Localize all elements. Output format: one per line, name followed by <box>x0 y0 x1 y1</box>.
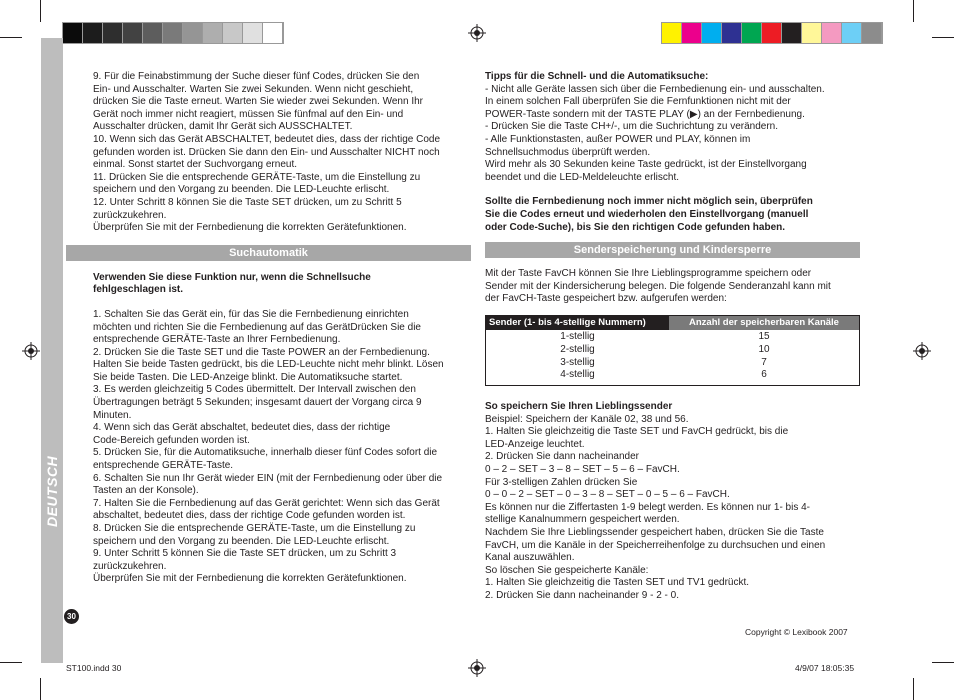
text-line: Beispiel: Speichern der Kanäle 02, 38 und 56. <box>485 413 689 425</box>
table-cell-sender: 3-stellig <box>560 356 595 368</box>
text-line: 4. Wenn sich das Gerät abschaltet, bedeutet dies, dass der richtige <box>93 422 391 434</box>
text-line: 5. Drücken Sie, für die Automatiksuche, innerhalb dieser fünf Codes sofort die <box>93 447 438 459</box>
text-line: 2. Drücken Sie die Taste SET und die Taste POWER an der Fernbedienung. <box>93 346 430 358</box>
text-line: Halten Sie beide Tasten gedrückt, bis die LED-Leuchte nicht mehr blinkt. Lösen <box>93 359 444 371</box>
text-line: entsprechende GERÄTE-Taste. <box>93 460 234 472</box>
text-line: Schnellsuchmodus überprüft werden. <box>485 146 651 158</box>
text-line: 12. Unter Schritt 8 können Sie die Taste SET drücken, um zu Schritt 5 <box>93 196 402 208</box>
text-line: zurückzukehren. <box>93 209 167 221</box>
text-line: Nachdem Sie Ihre Lieblingssender gespeichert haben, drücken Sie die Taste <box>485 527 824 539</box>
text-line: drücken Sie die Taste erneut. Warten Sie wieder zwei Sekunden. Wenn Ihr <box>93 96 423 108</box>
text-line: Kanal auszuwählen. <box>485 552 575 564</box>
process-swatch <box>802 23 822 43</box>
text-line: Sie beide Tasten. Die LED-Anzeige blinkt. Die Automatiksuche startet. <box>93 371 403 383</box>
grayscale-swatch <box>83 23 103 43</box>
crop-mark <box>40 0 41 22</box>
process-swatch <box>702 23 722 43</box>
grayscale-swatch <box>63 23 83 43</box>
process-swatch <box>762 23 782 43</box>
text-line: speichern und den Vorgang zu beenden. Die LED-Leuchte erlischt. <box>93 184 390 196</box>
text-line: 8. Drücken Sie die entsprechende GERÄTE-Taste, um die Einstellung zu <box>93 523 416 534</box>
process-swatch <box>682 23 702 43</box>
channel-table <box>485 315 860 386</box>
crop-mark <box>913 0 914 22</box>
grayscale-swatch <box>223 23 243 43</box>
process-swatch <box>662 23 682 43</box>
text-line: Verwenden Sie diese Funktion nur, wenn die Schnellsuche <box>93 271 371 283</box>
table-cell-sender: 1-stellig <box>560 330 595 342</box>
text-line: 1. Schalten Sie das Gerät ein, für das Sie die Fernbedienung einrichten <box>93 308 409 320</box>
text-line: Mit der Taste FavCH können Sie Ihre Lieblingsprogramme speichern oder <box>485 268 812 280</box>
text-line: Überprüfen Sie mit der Fernbedienung die korrekten Gerätefunktionen. <box>93 222 407 234</box>
text-line: Ein- und Ausschalter. Warten Sie zwei Sekunden. Wenn nicht geschieht, <box>93 83 414 95</box>
text-line: Gerät noch immer nicht reagiert, müssen Sie fünfmal auf den Ein- und <box>93 108 404 120</box>
text-line: - Drücken Sie die Taste CH+/-, um die Suchrichtung zu verändern. <box>485 121 779 133</box>
text-line: Code-Bereich gefunden worden ist. <box>93 434 250 446</box>
tips-title: Tipps für die Schnell- und die Automatiksuche: <box>485 71 709 82</box>
table-cell-anzahl: 15 <box>758 330 770 342</box>
text-line: 2. Drücken Sie dann nacheinander <box>485 451 639 463</box>
date-slug: 4/9/07 18:05:35 <box>795 663 855 673</box>
text-line: Sie die Codes erneut und wiederholen den Einstellvorgang (manuell <box>485 208 809 220</box>
table-cell-anzahl: 10 <box>758 343 770 355</box>
table-cell-sender: 2-stellig <box>560 343 595 355</box>
table-cell-sender: 4-stellig <box>560 369 595 381</box>
text-line: 2. Drücken Sie dann nacheinander 9 - 2 - 0. <box>485 590 680 601</box>
crop-mark <box>40 678 41 700</box>
right-column <box>485 71 865 603</box>
text-line: einmal. Sonst startet der Suchvorgang erneut. <box>93 159 298 171</box>
crop-mark <box>913 678 914 700</box>
text-line: zurückzukehren. <box>93 560 167 572</box>
text-line: beendet und die LED-Meldeleuchte erlischt. <box>485 171 680 183</box>
text-line: 0 – 0 – 2 – SET – 0 – 3 – 8 – SET – 0 – 5 – 6 – FavCH. <box>485 489 730 501</box>
grayscale-swatch <box>143 23 163 43</box>
text-line: POWER-Taste sondern mit der TASTE PLAY (▶) an der Fernbedienung. <box>485 108 805 120</box>
registration-mark-icon <box>468 659 486 677</box>
table-header-sender: Sender (1- bis 4-stellige Nummern) <box>486 316 669 330</box>
text-line: LED-Anzeige leuchtet. <box>485 438 585 450</box>
steps-paragraph <box>93 309 471 586</box>
grayscale-color-bar <box>62 22 284 44</box>
grayscale-swatch <box>263 23 283 43</box>
text-line: 0 – 2 – SET – 3 – 8 – SET – 5 – 6 – FavCH. <box>485 464 680 476</box>
grayscale-swatch <box>123 23 143 43</box>
intro-paragraph <box>93 71 471 235</box>
text-line: 9. Für die Feinabstimmung der Suche dieser fünf Codes, drücken Sie den <box>93 71 420 82</box>
text-line: Wird mehr als 30 Sekunden keine Taste gedrückt, ist der Einstellvorgang <box>485 159 807 171</box>
crop-mark <box>932 662 954 663</box>
table-cell-anzahl: 7 <box>761 356 767 368</box>
grayscale-swatch <box>103 23 123 43</box>
process-swatch <box>742 23 762 43</box>
text-line: 11. Drücken Sie die entsprechende GERÄTE-Taste, um die Einstellung zu <box>93 171 421 183</box>
text-line: Übertragungen beträgt 5 Sekunden; insgesamt dauert der Vorgang circa 9 <box>93 397 422 409</box>
process-swatch <box>782 23 802 43</box>
text-line: entsprechende GERÄTE-Taste an Ihrer Fernbedienung. <box>93 334 341 346</box>
grayscale-swatch <box>163 23 183 43</box>
text-line: 10. Wenn sich das Gerät ABSCHALTET, bedeutet dies, dass der richtige Code <box>93 133 441 145</box>
text-line: 1. Halten Sie gleichzeitig die Taste SET und FavCH gedrückt, bis die <box>485 426 789 438</box>
save-paragraph <box>485 414 865 603</box>
text-line: oder Code-Suche), bis Sie den richtigen Code gefunden haben. <box>485 221 786 233</box>
page-number: 30 <box>64 609 79 624</box>
table-column-sender <box>486 331 669 382</box>
copyright: Copyright © Lexibook 2007 <box>745 627 848 637</box>
table-cell-anzahl: 6 <box>761 369 767 381</box>
favorites-paragraph <box>485 268 865 306</box>
crop-mark <box>932 37 954 38</box>
process-color-bar <box>661 22 883 44</box>
text-line: stellige Kanalnummern gespeichert werden. <box>485 514 680 526</box>
table-header-anzahl: Anzahl der speicherbaren Kanäle <box>669 316 859 330</box>
text-line: 1. Halten Sie gleichzeitig die Tasten SET und TV1 gedrückt. <box>485 577 750 589</box>
text-line: - Nicht alle Geräte lassen sich über die Fernbedienung ein- und ausschalten. <box>485 83 825 95</box>
registration-mark-icon <box>22 342 40 360</box>
section-header-senderspeicherung: Senderspeicherung und Kindersperre <box>485 242 860 258</box>
file-slug: ST100.indd 30 <box>66 663 122 673</box>
crop-mark <box>0 37 22 38</box>
process-swatch <box>862 23 882 43</box>
text-line: FavCH, um die Kanäle in der Speicherreihenfolge zu durchsuchen und einen <box>485 539 826 551</box>
text-line: 3. Es werden gleichzeitig 5 Codes übermittelt. Der Intervall zwischen den <box>93 384 416 396</box>
text-line: 6. Schalten Sie nun Ihr Gerät wieder EIN (mit der Fernbedienung oder über die <box>93 472 443 484</box>
text-line: speichern und den Vorgang zu beenden. Die LED-Leuchte erlischt. <box>93 535 390 547</box>
grayscale-swatch <box>203 23 223 43</box>
text-line: Sender mit der Kindersicherung belegen. Die folgende Senderanzahl kann mit <box>485 280 831 292</box>
text-line: So löschen Sie gespeicherte Kanäle: <box>485 564 649 576</box>
text-line: Ausschalter drücken, damit Ihr Gerät sich AUSSCHALTET. <box>93 121 353 133</box>
process-swatch <box>722 23 742 43</box>
text-line: Sollte die Fernbedienung noch immer nicht möglich sein, überprüfen <box>485 196 813 208</box>
grayscale-swatch <box>183 23 203 43</box>
process-swatch <box>842 23 862 43</box>
text-line: 7. Halten Sie die Fernbedienung auf das Gerät gerichtet: Wenn sich das Gerät <box>93 497 440 509</box>
text-line: gefunden worden ist. Drücken Sie dann den Ein- und Ausschalter NICHT noch <box>93 146 440 158</box>
text-line: Tasten an der Konsole). <box>93 485 199 497</box>
sidebar-language-label: DEUTSCH <box>44 455 60 527</box>
registration-mark-icon <box>468 24 486 42</box>
text-line: - Alle Funktionstasten, außer POWER und PLAY, können im <box>485 133 751 145</box>
text-line: 9. Unter Schritt 5 können Sie die Taste SET drücken, um zu Schritt 3 <box>93 548 397 560</box>
text-line: Es können nur die Ziffertasten 1-9 belegt werden. Es können nur 1- bis 4- <box>485 501 811 513</box>
text-line: möchten und richten Sie die Fernbedienung auf das GerätDrücken Sie die <box>93 321 421 333</box>
text-line: der FavCH-Taste gespeichert bzw. aufgerufen werden: <box>485 293 727 305</box>
warning-paragraph <box>93 272 471 297</box>
text-line: In einem solchen Fall überprüfen Sie die Fernfunktionen nicht mit der <box>485 96 791 108</box>
table-column-anzahl <box>669 331 859 382</box>
left-column <box>93 71 471 586</box>
text-line: Minuten. <box>93 409 132 421</box>
crop-mark <box>0 662 22 663</box>
warning-paragraph <box>485 196 865 234</box>
language-sidebar <box>41 38 63 663</box>
text-line: abschaltet, bedeutet dies, dass der richtige Code gefunden worden ist. <box>93 510 406 522</box>
registration-mark-icon <box>913 342 931 360</box>
section-header-suchautomatik: Suchautomatik <box>66 245 471 261</box>
save-title: So speichern Sie Ihren Lieblingssender <box>485 401 673 413</box>
text-line: Überprüfen Sie mit der Fernbedienung die korrekten Gerätefunktionen. <box>93 573 407 585</box>
text-line: fehlgeschlagen ist. <box>93 284 184 296</box>
grayscale-swatch <box>243 23 263 43</box>
tips-paragraph <box>485 84 865 185</box>
process-swatch <box>822 23 842 43</box>
text-line: Für 3-stelligen Zahlen drücken Sie <box>485 476 638 488</box>
